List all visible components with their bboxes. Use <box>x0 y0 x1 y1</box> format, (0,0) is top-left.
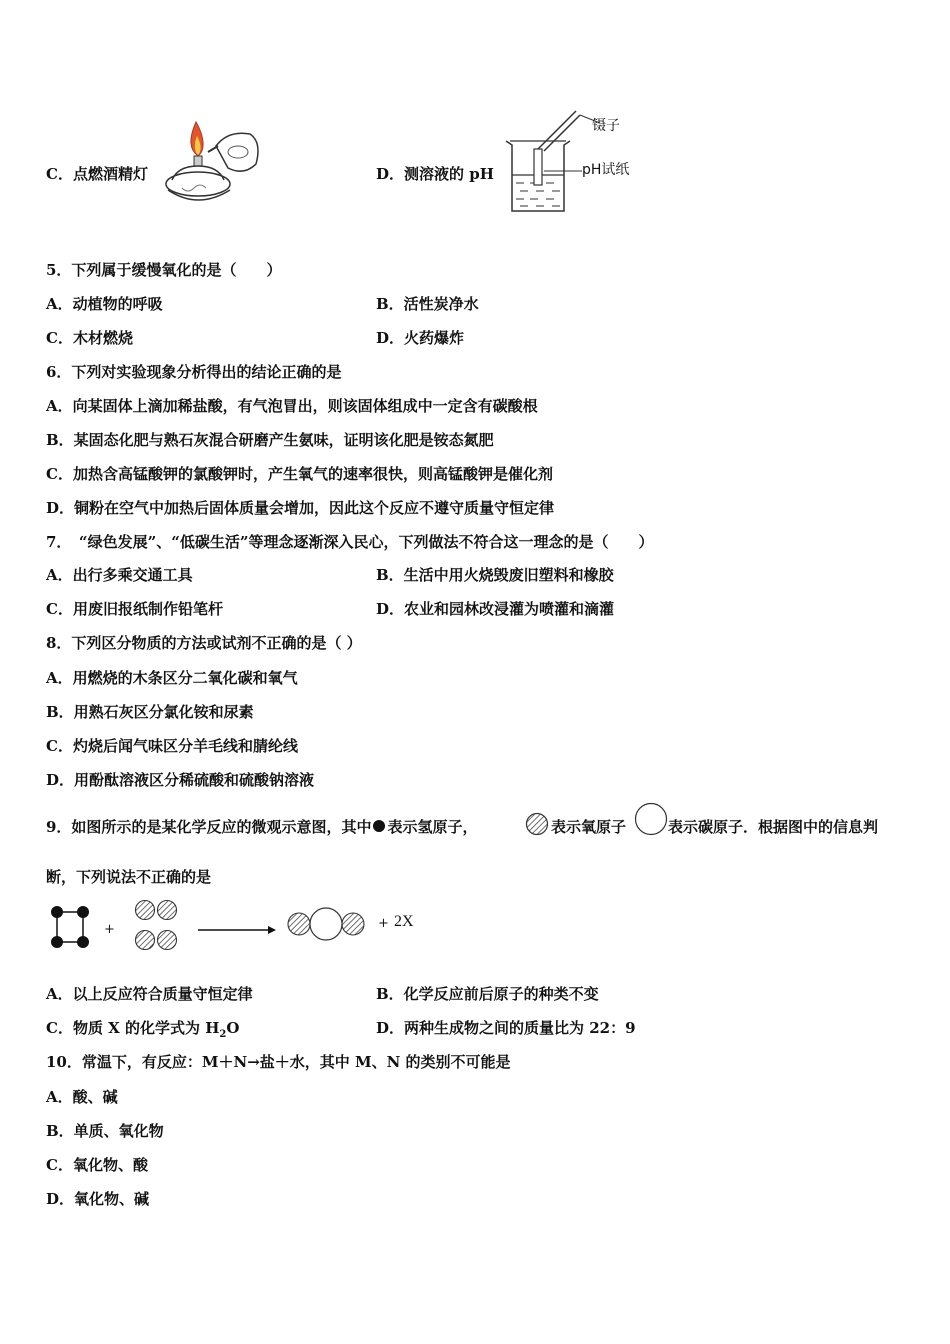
q9-option-c-suffix: O <box>226 1019 240 1037</box>
q9-plus-sign-1: + <box>104 922 115 937</box>
q9-option-d: D．两种生成物之间的质量比为 22：9 <box>376 1019 636 1037</box>
q9-option-c-prefix: C．物质 X 的化学式为 H <box>46 1019 220 1037</box>
oxygen-molecules <box>136 901 177 950</box>
q8-option-b: B．用熟石灰区分氯化铵和尿素 <box>46 703 254 721</box>
q7-option-b: B．生活中用火烧毁废旧塑料和橡胶 <box>376 566 614 584</box>
hydrogen-atom-icon <box>372 819 386 833</box>
q9-stem-part2: 表示氢原子， <box>387 818 478 836</box>
q9-option-c <box>46 1018 239 1045</box>
q9-stem-line1 <box>46 817 477 837</box>
carbon-dioxide-molecule <box>288 908 364 940</box>
q10-option-a: A．酸、碱 <box>46 1088 118 1106</box>
q7-option-d: D．农业和园林改浸灌为喷灌和滴灌 <box>376 600 615 618</box>
q9-stem-part1: 9．如图所示的是某化学反应的微观示意图，其中 <box>46 818 372 836</box>
carbon-atom-icon <box>634 802 668 836</box>
q8-option-a: A．用燃烧的木条区分二氧化碳和氧气 <box>46 669 298 687</box>
q8-option-c: C．灼烧后闻气味区分羊毛线和腈纶线 <box>46 737 298 755</box>
q9-option-b: B．化学反应前后原子的种类不变 <box>376 985 599 1003</box>
q10-option-c: C．氧化物、酸 <box>46 1156 148 1174</box>
methane-molecule <box>51 906 89 948</box>
q5-option-d: D．火药爆炸 <box>376 329 465 347</box>
q6-stem: 6．下列对实验现象分析得出的结论正确的是 <box>46 363 342 381</box>
q5-stem: 5．下列属于缓慢氧化的是（ ） <box>46 261 282 279</box>
q9-product-2x: 2X <box>394 913 414 930</box>
oxygen-atom-icon <box>525 812 549 836</box>
q9-option-a: A．以上反应符合质量守恒定律 <box>46 985 253 1003</box>
q7-option-a: A．出行多乘交通工具 <box>46 566 193 584</box>
alcohol-lamp-image <box>158 110 270 214</box>
q9-stem-part4: 表示碳原子．根据图中的信息判 <box>668 818 879 836</box>
q8-option-d: D．用酚酞溶液区分稀硫酸和硫酸钠溶液 <box>46 771 315 789</box>
q8-stem: 8．下列区分物质的方法或试剂不正确的是（ ） <box>46 634 362 652</box>
q5-option-c: C．木材燃烧 <box>46 329 133 347</box>
q7-option-c: C．用废旧报纸制作铅笔杆 <box>46 600 223 618</box>
option-d-measure-ph: D．测溶液的 pH <box>376 165 494 183</box>
q9-stem-line2: 断，下列说法不正确的是 <box>46 868 212 886</box>
q9-plus-sign-2: + <box>378 916 389 931</box>
q6-option-a: A．向某固体上滴加稀盐酸，有气泡冒出，则该固体组成中一定含有碳酸根 <box>46 397 538 415</box>
q9-option-c-subscript: 2 <box>219 1029 227 1040</box>
q10-option-d: D．氧化物、碱 <box>46 1190 150 1208</box>
tweezers-label: 镊子 <box>592 118 620 134</box>
option-c-light-lamp: C．点燃酒精灯 <box>46 165 148 183</box>
ph-paper-label: pH试纸 <box>582 162 630 178</box>
q6-option-d: D．铜粉在空气中加热后固体质量会增加，因此这个反应不遵守质量守恒定律 <box>46 499 555 517</box>
q10-option-b: B．单质、氧化物 <box>46 1122 164 1140</box>
q9-stem-part3: 表示氧原子 <box>551 818 627 836</box>
q5-option-b: B．活性炭净水 <box>376 295 479 313</box>
q5-option-a: A．动植物的呼吸 <box>46 295 163 313</box>
q6-option-c: C．加热含高锰酸钾的氯酸钾时，产生氧气的速率很快，则高锰酸钾是催化剂 <box>46 465 553 483</box>
q10-stem: 10．常温下，有反应：M＋N→盐＋水，其中 M、N 的类别不可能是 <box>46 1053 511 1071</box>
q7-stem: 7． “绿色发展”、“低碳生活”等理念逐渐深入民心，下列做法不符合这一理念的是（ ） <box>46 533 654 551</box>
q6-option-b: B．某固态化肥与熟石灰混合研磨产生氨味，证明该化肥是铵态氮肥 <box>46 431 494 449</box>
